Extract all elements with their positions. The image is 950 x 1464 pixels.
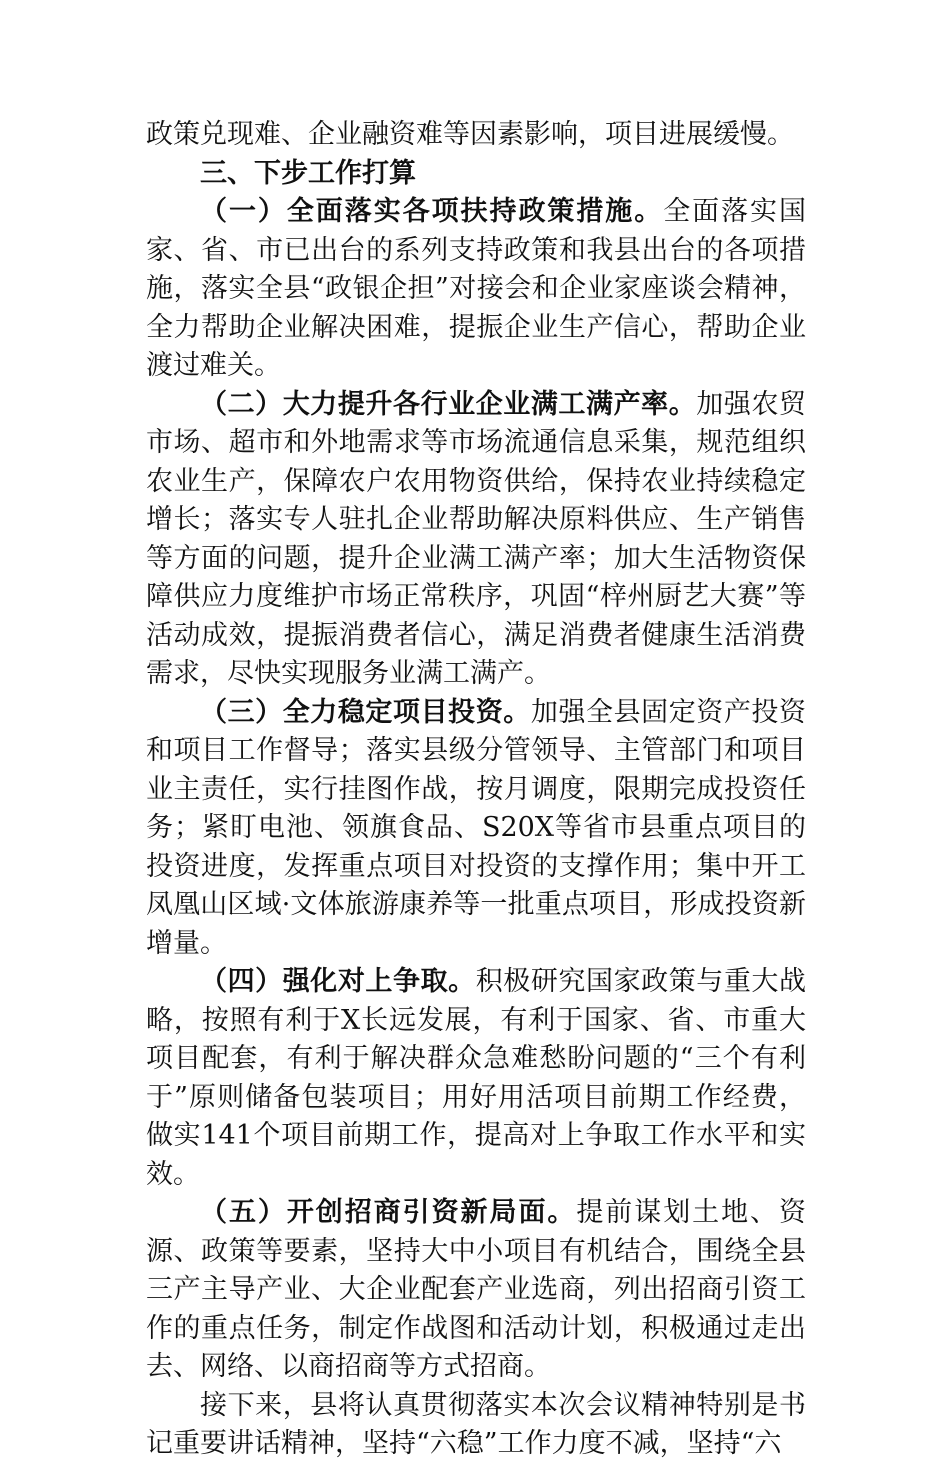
item-paragraph-2 bbox=[146, 386, 806, 694]
continued-paragraph: 政策兑现难、企业融资难等因素影响，项目进展缓慢。 bbox=[146, 119, 794, 150]
item-body: 加强全县固定资产投资和项目工作督导；落实县级分管领导、主管部门和项目业主责任，实行挂图作战，按月调度，限期完成投资任务；紧盯电池、领旗食品、S20X等省市县重点项目的投资进度，发挥重点项目对投资的支撑作用；集中开工凤凰山区域·文体旅游康养等一批重点项目，形成投资新增量。 bbox=[146, 696, 807, 959]
item-body: 加强农贸市场、超市和外地需求等市场流通信息采集，规范组织农业生产，保障农户农用物资供给，保持农业持续稳定增长；落实专人驻扎企业帮助解决原料供应、生产销售等方面的问题，提升企业满工满产率；加大生活物资保障供应力度维护市场正常秩序，巩固“梓州厨艺大赛”等活动成效，提振消费者信心，满足消费者健康生活消费需求，尽快实现服务业满工满产。 bbox=[146, 388, 807, 689]
item-paragraph-1 bbox=[146, 193, 806, 386]
item-lead: （四）强化对上争取。 bbox=[200, 966, 476, 997]
item-lead: （二）大力提升各行业企业满工满产率。 bbox=[200, 388, 697, 420]
item-lead: （五）开创招商引资新局面。 bbox=[200, 1197, 577, 1228]
item-paragraph-5 bbox=[146, 1194, 806, 1387]
item-body: 全面落实国家、省、市已出台的系列支持政策和我县出台的各项措施，落实全县“政银企担”对接会和企业家座谈会精神，全力帮助企业解决困难，提振企业生产信心，帮助企业渡过难关。 bbox=[146, 196, 807, 381]
item-lead: （三）全力稳定项目投资。 bbox=[200, 696, 531, 728]
item-paragraph-4 bbox=[146, 963, 806, 1194]
item-lead: （一）全面落实各项扶持政策措施。 bbox=[200, 196, 664, 227]
section-heading: 三、下步工作打算 bbox=[200, 157, 416, 189]
item-body: 提前谋划土地、资源、政策等要素，坚持大中小项目有机结合，围绕全县三产主导产业、大企业配套产业选商，列出招商引资工作的重点任务，制定作战图和活动计划，积极通过走出去、网络、以商招商等方式招商。 bbox=[146, 1197, 807, 1382]
item-body: 积极研究国家政策与重大战略，按照有利于X长远发展，有利于国家、省、市重大项目配套，有利于解决群众急难愁盼问题的“三个有利于”原则储备包装项目；用好用活项目前期工作经费，做实141个项目前期工作，提高对上争取工作水平和实效。 bbox=[146, 966, 807, 1190]
item-paragraph-3 bbox=[146, 694, 806, 964]
closing-paragraph: 接下来，县将认真贯彻落实本次会议精神特别是书记重要讲话精神，坚持“六稳”工作力度不减，坚持“六 bbox=[146, 1389, 806, 1459]
document-body bbox=[146, 116, 806, 1464]
